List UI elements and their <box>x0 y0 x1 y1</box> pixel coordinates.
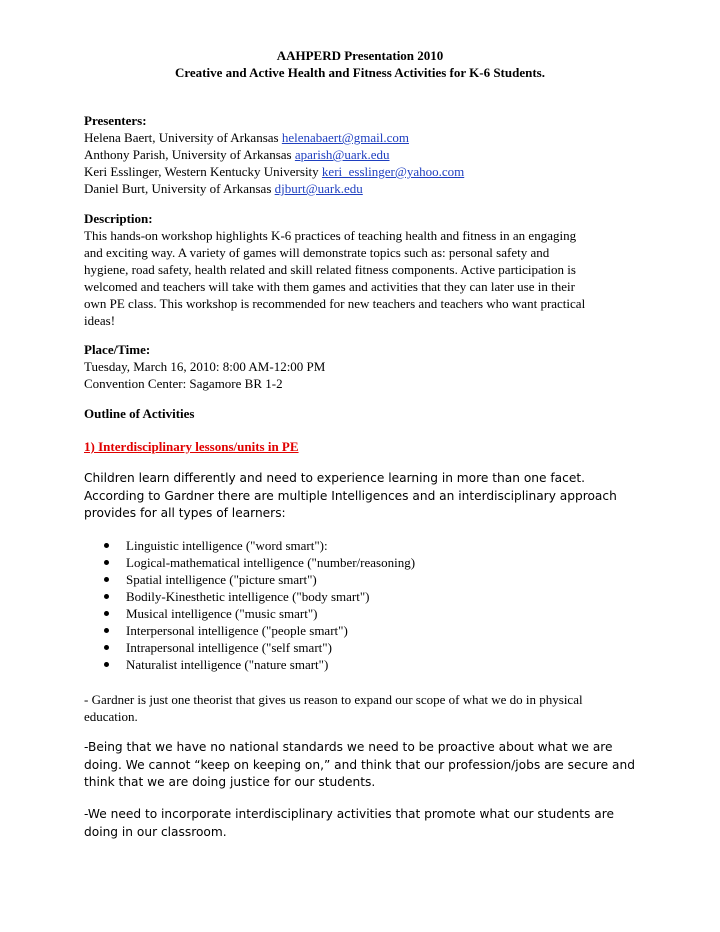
intelligences-list-wrap <box>84 537 644 673</box>
presenter-name: Daniel Burt, University of Arkansas <box>84 181 272 196</box>
place-time-heading: Place/Time: <box>84 342 151 357</box>
presenter-email-link[interactable]: helenabaert@gmail.com <box>281 130 409 145</box>
presenter-email-link[interactable]: djburt@uark.edu <box>274 181 363 196</box>
intro-paragraph <box>84 470 664 523</box>
description-line: ideas! <box>84 313 116 328</box>
list-item-text: Spatial intelligence ("picture smart") <box>126 572 317 587</box>
bullet-icon <box>104 560 109 565</box>
presenter-email-link[interactable]: keri_esslinger@yahoo.com <box>321 164 465 179</box>
list-item <box>84 588 644 605</box>
outline-heading: Outline of Activities <box>84 406 195 421</box>
presenter-name: Anthony Parish, University of Arkansas <box>84 147 292 162</box>
presenter-line <box>84 129 644 146</box>
list-item-text: Bodily-Kinesthetic intelligence ("body smart") <box>126 589 370 604</box>
list-item-text: Linguistic intelligence ("word smart"): <box>126 538 328 553</box>
bullet-icon <box>104 662 109 667</box>
incorporate-line: -We need to incorporate interdisciplinary activities that promote what our students are <box>84 807 614 821</box>
description-line: This hands-on workshop highlights K-6 practices of teaching health and fitness in an engaging <box>84 228 577 243</box>
presenters-heading: Presenters: <box>84 113 147 128</box>
presenter-name: Keri Esslinger, Western Kentucky University <box>84 164 319 179</box>
incorporate-line: doing in our classroom. <box>84 824 227 839</box>
presenter-line <box>84 146 644 163</box>
list-item <box>84 554 644 571</box>
description-line: own PE class. This workshop is recommended for new teachers and teachers who want practical <box>84 296 586 311</box>
bullet-icon <box>104 628 109 633</box>
bullet-icon <box>104 577 109 582</box>
intro-line: provides for all types of learners: <box>84 506 286 521</box>
description-section <box>84 210 644 329</box>
section-1-heading-wrap <box>84 438 644 455</box>
gardner-line: - Gardner is just one theorist that gives us reason to expand our scope of what we do in physical <box>84 692 583 707</box>
standards-line: doing. We cannot “keep on keeping on,” and think that our profession/jobs are secure and <box>84 757 635 772</box>
standards-line: -Being that we have no national standards we need to be proactive about what we are <box>84 740 613 754</box>
description-line: and exciting way. A variety of games will demonstrate topics such as: personal safety and <box>84 245 550 260</box>
bullet-icon <box>104 611 109 616</box>
list-item-text: Intrapersonal intelligence ("self smart") <box>126 640 332 655</box>
incorporate-paragraph <box>84 806 664 841</box>
standards-paragraph <box>84 739 664 792</box>
list-item-text: Logical-mathematical intelligence ("number/reasoning) <box>126 555 416 570</box>
bullet-icon <box>104 594 109 599</box>
description-line: welcomed and teachers will take with them games and activities that they can later use in their <box>84 279 575 294</box>
list-item-text: Naturalist intelligence ("nature smart") <box>126 657 329 672</box>
description-heading: Description: <box>84 211 153 226</box>
intro-line: According to Gardner there are multiple Intelligences and an interdisciplinary approach <box>84 488 617 503</box>
presenter-line <box>84 180 644 197</box>
intro-line: Children learn differently and need to experience learning in more than one facet. <box>84 471 585 485</box>
bullet-icon <box>104 543 109 548</box>
description-line: hygiene, road safety, health related and skill related fitness components. Active participation is <box>84 262 576 277</box>
presenter-line <box>84 163 644 180</box>
list-item <box>84 656 644 673</box>
list-item <box>84 639 644 656</box>
presenters-section <box>84 112 644 197</box>
section-1-heading: 1) Interdisciplinary lessons/units in PE <box>84 439 299 454</box>
list-item <box>84 571 644 588</box>
bullet-icon <box>104 645 109 650</box>
list-item <box>84 605 644 622</box>
list-item-text: Musical intelligence ("music smart") <box>126 606 318 621</box>
intelligences-list <box>84 537 644 673</box>
place-time-section <box>84 341 644 392</box>
presenter-name: Helena Baert, University of Arkansas <box>84 130 279 145</box>
list-item <box>84 537 644 554</box>
gardner-paragraph <box>84 691 664 725</box>
document-title: AAHPERD Presentation 2010 <box>276 48 444 63</box>
standards-line: think that we are doing justice for our students. <box>84 775 376 790</box>
list-item-text: Interpersonal intelligence ("people smart") <box>126 623 348 638</box>
gardner-line: education. <box>84 709 138 724</box>
place-time-when: Tuesday, March 16, 2010: 8:00 AM-12:00 PM <box>84 359 326 374</box>
presenter-email-link[interactable]: aparish@uark.edu <box>294 147 390 162</box>
list-item <box>84 622 644 639</box>
place-time-where: Convention Center: Sagamore BR 1-2 <box>84 376 283 391</box>
document-subtitle: Creative and Active Health and Fitness Activities for K-6 Students. <box>174 65 545 80</box>
